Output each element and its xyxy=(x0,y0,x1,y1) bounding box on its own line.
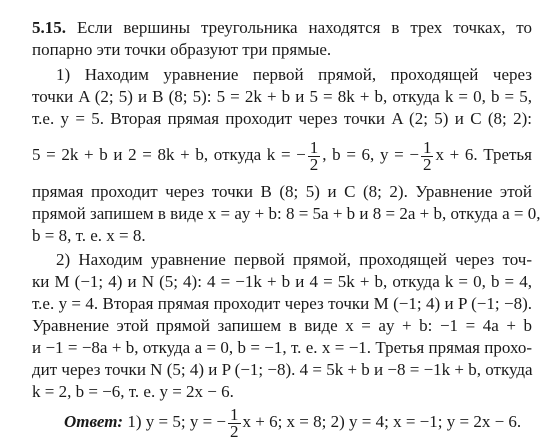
part2-line-3: т.е. y = 4. Вторая прямая проходит через точки M (−1; 4) и P (−1; −8). xyxy=(32,294,532,313)
fraction-denominator: 2 xyxy=(230,421,239,441)
part2-line-2: ки M (−1; 4) и N (5; 4): 4 = −1k + b и 4 = 5k + b, откуда k = 0, b = 4, xyxy=(32,272,532,291)
part2-line-5: и −1 = −8a + b, откуда a = 0, b = −1, т. е. x = −1. Третья прямая прохо- xyxy=(32,338,532,357)
part1-line-5: прямая проходит через точки B (8; 5) и C (8; 2). Уравнение этой xyxy=(32,182,532,201)
fraction-denominator: 2 xyxy=(309,154,319,174)
answer-part-b: x + 6; x = 8; 2) y = 4; x = −1; y = 2x − 6. xyxy=(242,412,522,431)
fraction-one-half xyxy=(421,137,434,174)
problem-statement-2: попарно эти точки образуют три прямые. xyxy=(32,40,332,59)
fraction-one-half xyxy=(308,137,321,174)
part2-line-1: 2) Находим уравнение первой прямой, проходящей через точ- xyxy=(56,250,532,269)
fraction-numerator: 1 xyxy=(230,404,239,424)
part2-line-4: Уравнение этой прямой запишем в виде x = ay + b: −1 = 4a + b xyxy=(32,316,532,335)
problem-line-1 xyxy=(32,18,532,38)
part1-line-6: прямой запишем в виде x = ay + b: 8 = 5a + b и 8 = 2a + b, откуда a = 0, xyxy=(32,204,541,223)
part1-line-7: b = 8, т. е. x = 8. xyxy=(32,226,146,245)
fraction-numerator: 1 xyxy=(422,137,432,157)
fraction-numerator: 1 xyxy=(309,137,319,157)
part1-line-3: т.е. y = 5. Вторая прямая проходит через точки A (2; 5) и C (8; 2): xyxy=(32,109,532,128)
problem-number: 5.15. xyxy=(32,18,66,37)
part1-line-4 xyxy=(32,137,532,173)
fraction-denominator: 2 xyxy=(422,154,432,174)
part2-line-6: дит через точки N (5; 4) и P (−1; −8). 4 = 5k + b и −8 = −1k + b, откуда xyxy=(32,360,533,379)
answer-part-a: 1) y = 5; y = − xyxy=(127,412,226,431)
problem-statement-1: Если вершины треугольника находятся в трех точках, то xyxy=(76,18,532,37)
part1-line-4c: x + 6. Третья xyxy=(435,145,532,164)
part1-line-1: 1) Находим уравнение первой прямой, проходящей через xyxy=(56,65,532,84)
part1-line-2: точки A (2; 5) и B (8; 5): 5 = 2k + b и 5 = 8k + b, откуда k = 0, b = 5, xyxy=(32,87,532,106)
part1-line-4a: 5 = 2k + b и 2 = 8k + b, откуда k = − xyxy=(32,145,306,164)
answer-label: Ответ: xyxy=(64,412,124,431)
part1-line-4b: , b = 6, y = − xyxy=(322,145,419,164)
fraction-one-half xyxy=(228,404,241,441)
part2-line-7: k = 2, b = −6, т. е. y = 2x − 6. xyxy=(32,382,234,401)
answer-line xyxy=(64,404,532,440)
